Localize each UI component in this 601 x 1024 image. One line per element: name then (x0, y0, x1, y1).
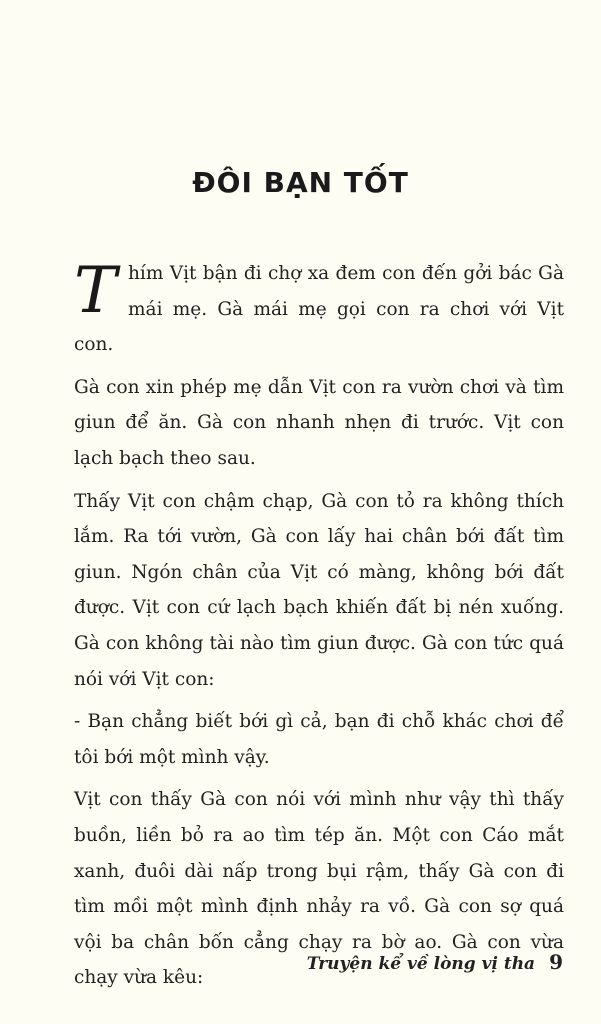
page-number: 9 (549, 950, 563, 974)
drop-cap: T (74, 254, 117, 328)
running-footer-title: Truyện kể về lòng vị tha (306, 954, 536, 974)
paragraph-2: Gà con xin phép mẹ dẫn Vịt con ra vườn chơi và tìm giun để ăn. Gà con nhanh nhẹn đi trước. Vịt con lạch bạch theo sau. (74, 376, 564, 469)
page-footer (307, 950, 563, 974)
story-body (74, 256, 564, 1003)
paragraph-4: - Bạn chẳng biết bới gì cả, bạn đi chỗ khác chơi để tôi bới một mình vậy. (74, 711, 564, 768)
story-title: ĐÔI BẠN TỐT (192, 166, 409, 199)
paragraph-1 (74, 256, 564, 363)
paragraph-5: Vịt con thấy Gà con nói với mình như vậy thì thấy buồn, liền bỏ ra ao tìm tép ăn. Một con Cáo mắt xanh, đuôi dài nấp trong bụi rậm, thấy Gà con đi tìm mồi một mình định nhảy ra vồ. Gà con sợ quá vội ba chân bốn cẳng chạy ra bờ ao. Gà con vừa chạy vừa kêu: (74, 789, 564, 989)
paragraph-3: Thấy Vịt con chậm chạp, Gà con tỏ ra không thích lắm. Ra tới vườn, Gà con lấy hai chân bới đất tìm giun. Ngón chân của Vịt có màng, không bới đất được. Vịt con cứ lạch bạch khiến đất bị nén xuống. Gà con không tài nào tìm giun được. Gà con tức quá nói với Vịt con: (74, 490, 564, 690)
paragraph-1-text: hím Vịt bận đi chợ xa đem con đến gởi bác Gà mái mẹ. Gà mái mẹ gọi con ra chơi với Vịt con. (74, 263, 564, 356)
